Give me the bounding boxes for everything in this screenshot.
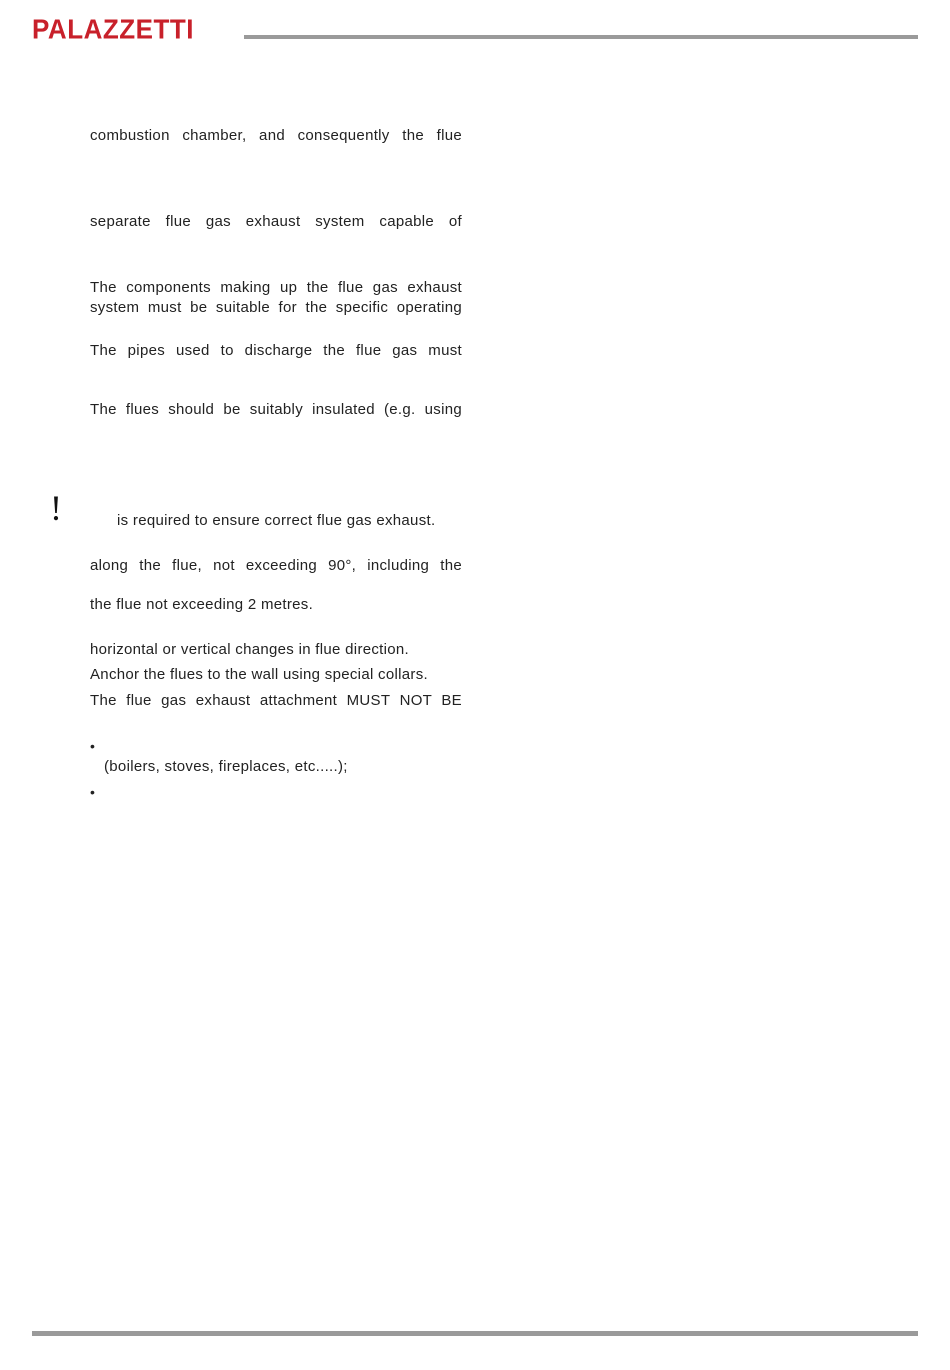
text-line: (boilers, stoves, fireplaces, etc.....); bbox=[104, 758, 348, 775]
text-line: horizontal or vertical changes in flue direction. bbox=[90, 641, 410, 658]
text-line: system must be suitable for the specific operating bbox=[90, 299, 462, 316]
text-line: the flue not exceeding 2 metres. bbox=[90, 596, 314, 613]
text-line: combustion chamber, and consequently the flue bbox=[90, 127, 462, 144]
text-line: is required to ensure correct flue gas exhaust. bbox=[117, 512, 436, 529]
brand-logo: PALAZZETTI bbox=[32, 13, 194, 45]
text-line: Anchor the flues to the wall using special collars. bbox=[90, 666, 428, 683]
text-line: The flues should be suitably insulated (e.g. using bbox=[90, 401, 462, 418]
text-line: The components making up the flue gas exhaust bbox=[90, 279, 462, 296]
text-line: along the flue, not exceeding 90°, including the bbox=[90, 557, 462, 574]
text-line: The pipes used to discharge the flue gas must bbox=[90, 342, 462, 359]
text-line: The flue gas exhaust attachment MUST NOT BE bbox=[90, 692, 462, 709]
bullet-point: • bbox=[90, 738, 95, 754]
footer-rule bbox=[32, 1331, 918, 1336]
header-rule bbox=[244, 35, 918, 39]
bullet-point: • bbox=[90, 784, 95, 800]
exclamation-icon: ! bbox=[50, 488, 62, 528]
text-line: separate flue gas exhaust system capable of bbox=[90, 213, 462, 230]
